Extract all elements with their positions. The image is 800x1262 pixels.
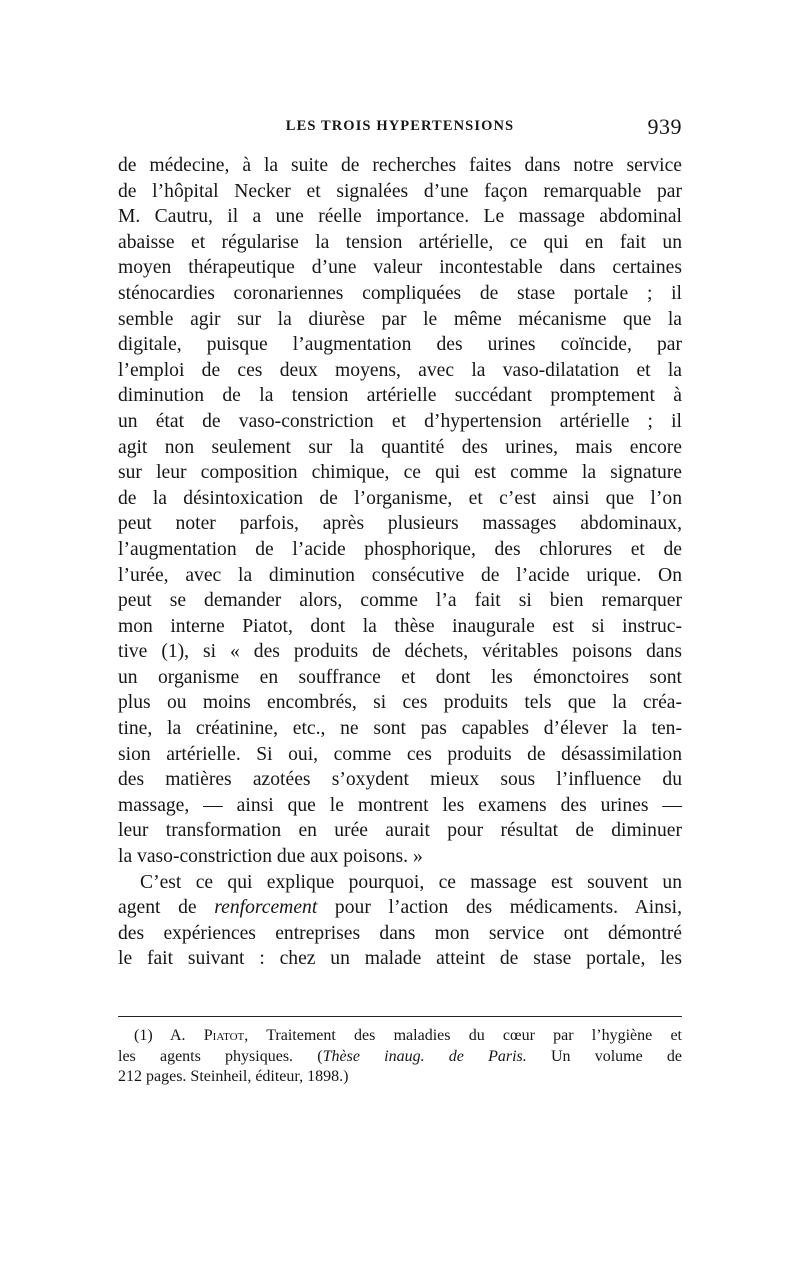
- page-number: 939: [647, 114, 682, 139]
- footnote-line-2: [118, 1047, 682, 1068]
- paragraph-2-line-2: [118, 895, 682, 921]
- text-run: agent de: [118, 897, 215, 919]
- paragraph-2-line-3: des expériences entreprises dans mon service ont démontré: [118, 922, 682, 944]
- text-line: l’emploi de ces deux moyens, avec la vaso-dilatation et la: [118, 359, 682, 381]
- text-line: sion artérielle. Si oui, comme ces produits de désassimilation: [118, 743, 682, 765]
- text-run: , Traitement des maladies du cœur par l’hygiène et: [244, 1027, 682, 1044]
- running-title: LES TROIS HYPERTENSIONS: [285, 118, 515, 134]
- text-line: semble agir sur la diurèse par le même mécanisme que la: [118, 308, 682, 330]
- text-line: tine, la créatinine, etc., ne sont pas capables d’élever la ten-: [118, 718, 682, 740]
- text-line: peut se demander alors, comme l’a fait si bien remarquer: [118, 590, 682, 612]
- text-line: tive (1), si « des produits de déchets, véritables poisons dans: [118, 641, 682, 663]
- text-run: les agents physiques. (: [118, 1047, 323, 1065]
- text-line: peut noter parfois, après plusieurs massages abdominaux,: [118, 513, 682, 535]
- text-line: M. Cautru, il a une réelle importance. Le massage abdominal: [118, 206, 682, 228]
- text-line: abaisse et régularise la tension artérielle, ce qui en fait un: [118, 231, 682, 253]
- text-line: sur leur composition chimique, ce qui est comme la signature: [118, 462, 682, 484]
- text-line: digitale, puisque l’augmentation des urines coïncide, par: [118, 334, 682, 356]
- text-line: de médecine, à la suite de recherches faites dans notre service: [118, 155, 682, 176]
- text-line: l’augmentation de l’acide phosphorique, des chlorures et de: [118, 538, 682, 560]
- text-line: un organisme en souffrance et dont les émonctoires sont: [118, 666, 682, 688]
- text-line: des matières azotées s’oxydent mieux sous l’influence du: [118, 769, 682, 791]
- text-line: de la désintoxication de l’organisme, et c’est ainsi que l’on: [118, 487, 682, 509]
- footnote-marker: (1) A.: [134, 1027, 204, 1044]
- text-run: pour l’action des médicaments. Ainsi,: [317, 897, 682, 919]
- footnote-source: Thèse inaug. de Paris.: [322, 1047, 527, 1065]
- text-line: la vaso-constriction due aux poisons. »: [118, 846, 423, 868]
- footnote: [118, 1026, 682, 1088]
- paragraph-2-line-4: le fait suivant : chez un malade atteint de stase portale, les: [118, 948, 682, 970]
- footnote-author: Piatot: [203, 1027, 245, 1044]
- body-text: [118, 153, 682, 972]
- text-run: Un volume de: [526, 1047, 683, 1065]
- text-line: plus ou moins encombrés, si ces produits tels que la créa-: [118, 692, 682, 714]
- footnote-line-3: 212 pages. Steinheil, éditeur, 1898.): [118, 1068, 349, 1085]
- text-line: mon interne Piatot, dont la thèse inaugurale est si instruc-: [118, 615, 682, 637]
- text-line: un état de vaso-constriction et d’hypertension artérielle ; il: [118, 410, 682, 432]
- text-line: moyen thérapeutique d’une valeur incontestable dans certaines: [118, 257, 682, 279]
- text-line: massage, — ainsi que le montrent les examens des urines —: [118, 794, 682, 816]
- text-line: diminution de la tension artérielle succédant promptement à: [118, 385, 682, 407]
- emphasized-term: renforcement: [214, 897, 318, 919]
- running-head: [118, 114, 682, 144]
- text-line: agit non seulement sur la quantité des urines, mais encore: [118, 436, 682, 458]
- footnote-line-1: [118, 1026, 682, 1047]
- text-line: sténocardies coronariennes compliquées de stase portale ; il: [118, 282, 682, 304]
- text-line: l’urée, avec la diminution consécutive de l’acide urique. On: [118, 564, 682, 586]
- paragraph-2-line-1: C’est ce qui explique pourquoi, ce massage est souvent un: [140, 871, 682, 893]
- text-line: de l’hôpital Necker et signalées d’une façon remarquable par: [118, 180, 682, 202]
- footnote-divider: [118, 1016, 682, 1017]
- text-line: leur transformation en urée aurait pour résultat de diminuer: [118, 820, 682, 842]
